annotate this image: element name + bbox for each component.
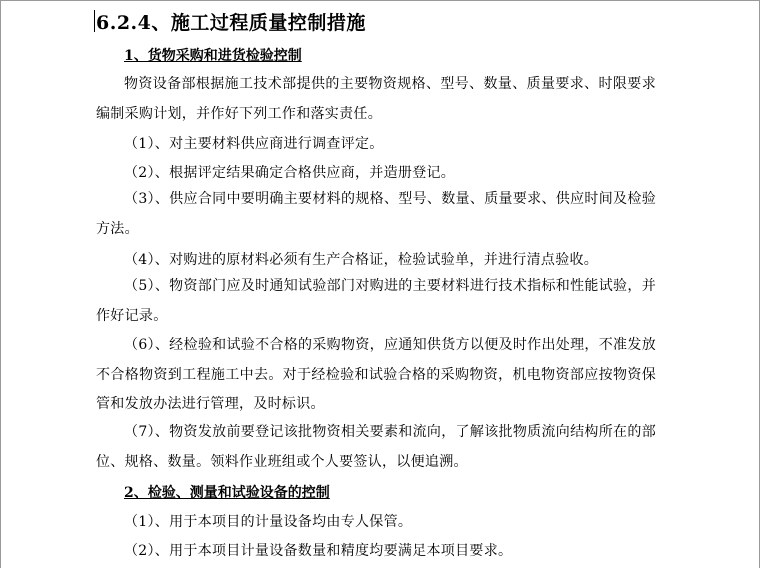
subsection-heading-2: 2、检验、测量和试验设备的控制 xyxy=(124,485,330,501)
list-item: （2）、根据评定结果确定合格供应商，并造册登记。 xyxy=(124,165,456,181)
list-item: （4）、对购进的原材料必须有生产合格证，检验试验单，并进行清点验收。 xyxy=(124,252,599,268)
section-title: 6.2.4、施工过程质量控制措施 xyxy=(96,12,366,34)
text-cursor xyxy=(94,10,95,32)
list-item: （7）、物资发放前要登记该批物资相关要素和流向，了解该批物质流向结构所在的部位、规格、数量。领料作业班组或个人要签认，以便追溯。 xyxy=(96,424,656,470)
list-item: （5）、物资部门应及时通知试验部门对购进的主要材料进行技术指标和性能试验，并作好记录。 xyxy=(96,278,656,324)
list-item: （6）、经检验和试验不合格的采购物资，应通知供货方以便及时作出处理，不准发放不合格物资到工程施工中去。对于经检验和试验合格的采购物资，机电物资部应按物资保管和发放办法进行管理，及时标识。 xyxy=(96,337,656,412)
subsection-heading-1: 1、货物采购和进货检验控制 xyxy=(124,48,302,64)
list-item: （1）、用于本项目的计量设备均由专人保管。 xyxy=(124,514,413,530)
list-item: （3）、供应合同中要明确主要材料的规格、型号、数量、质量要求、供应时间及检验方法。 xyxy=(96,191,656,237)
list-item: （1）、对主要材料供应商进行调查评定。 xyxy=(124,136,384,152)
list-item: （2）、用于本项目计量设备数量和精度均要满足本项目要求。 xyxy=(124,543,513,559)
intro-paragraph: 物资设备部根据施工技术部提供的主要物资规格、型号、数量、质量要求、时限要求编制采购计划，并作好下列工作和落实责任。 xyxy=(96,76,656,122)
